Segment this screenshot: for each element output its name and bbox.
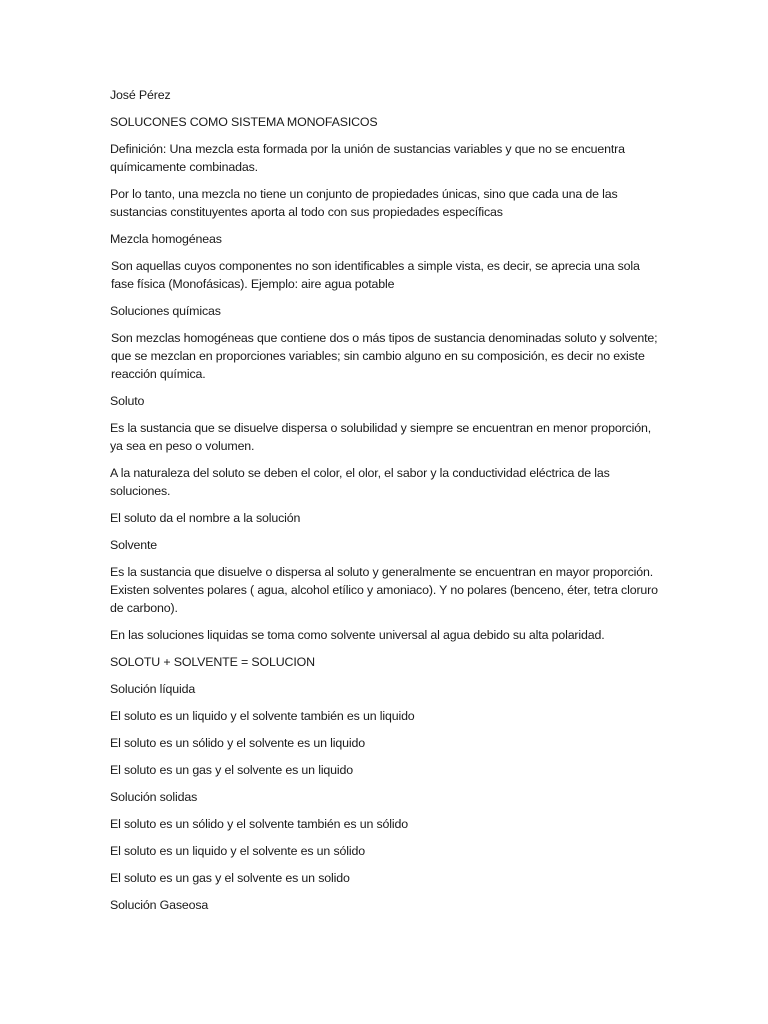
heading-solucion-gaseosa: Solución Gaseosa (110, 898, 209, 912)
list-item: El soluto es un gas y el solvente es un solido (110, 871, 350, 885)
soluto-name-paragraph: El soluto da el nombre a la solución (110, 511, 301, 525)
definition-paragraph: Definición: Una mezcla esta formada por la unión de sustancias variables y que no se encuentra químicamente combinadas. (110, 142, 625, 174)
soluto-properties-paragraph: A la naturaleza del soluto se deben el color, el olor, el sabor y la conductividad eléctrica de las soluciones. (110, 466, 610, 498)
solvente-definition-paragraph: Es la sustancia que disuelve o dispersa al soluto y generalmente se encuentran en mayor proporción. Existen solventes polares ( agua, alcohol etílico y amoniaco). Y no polares (benceno, éter, tetra cloruro de carbono). (110, 565, 658, 615)
mezcla-homogeneas-paragraph: Son aquellas cuyos componentes no son identificables a simple vista, es decir, se aprecia una sola fase física (Monofásicas). Ejemplo: aire agua potable (111, 259, 640, 291)
list-item: El soluto es un sólido y el solvente también es un sólido (110, 817, 408, 831)
soluciones-quimicas-paragraph: Son mezclas homogéneas que contiene dos o más tipos de sustancia denominadas soluto y solvente; que se mezclan en proporciones variables; sin cambio alguno en su composición, es decir no existe reacción química. (111, 331, 658, 381)
heading-solucion-liquida: Solución líquida (110, 682, 196, 696)
list-item: El soluto es un gas y el solvente es un liquido (110, 763, 353, 777)
list-item: El soluto es un liquido y el solvente también es un liquido (110, 709, 415, 723)
formula-line: SOLOTU + SOLVENTE = SOLUCION (110, 655, 315, 669)
document-title: SOLUCONES COMO SISTEMA MONOFASICOS (110, 115, 378, 129)
list-item: El soluto es un liquido y el solvente es un sólido (110, 844, 365, 858)
properties-paragraph: Por lo tanto, una mezcla no tiene un conjunto de propiedades únicas, sino que cada una de las sustancias constituyentes aporta al todo con sus propiedades específicas (110, 187, 618, 219)
author-name: José Pérez (110, 88, 171, 102)
heading-mezcla-homogeneas: Mezcla homogéneas (110, 232, 222, 246)
heading-soluciones-quimicas: Soluciones químicas (110, 304, 221, 318)
heading-solucion-solidas: Solución solidas (110, 790, 198, 804)
list-item: El soluto es un sólido y el solvente es un liquido (110, 736, 365, 750)
soluto-definition-paragraph: Es la sustancia que se disuelve dispersa o solubilidad y siempre se encuentran en menor proporción, ya sea en peso o volumen. (110, 421, 651, 453)
solvente-universal-paragraph: En las soluciones liquidas se toma como solvente universal al agua debido su alta polaridad. (110, 628, 605, 642)
heading-soluto: Soluto (110, 394, 145, 408)
heading-solvente: Solvente (110, 538, 158, 552)
